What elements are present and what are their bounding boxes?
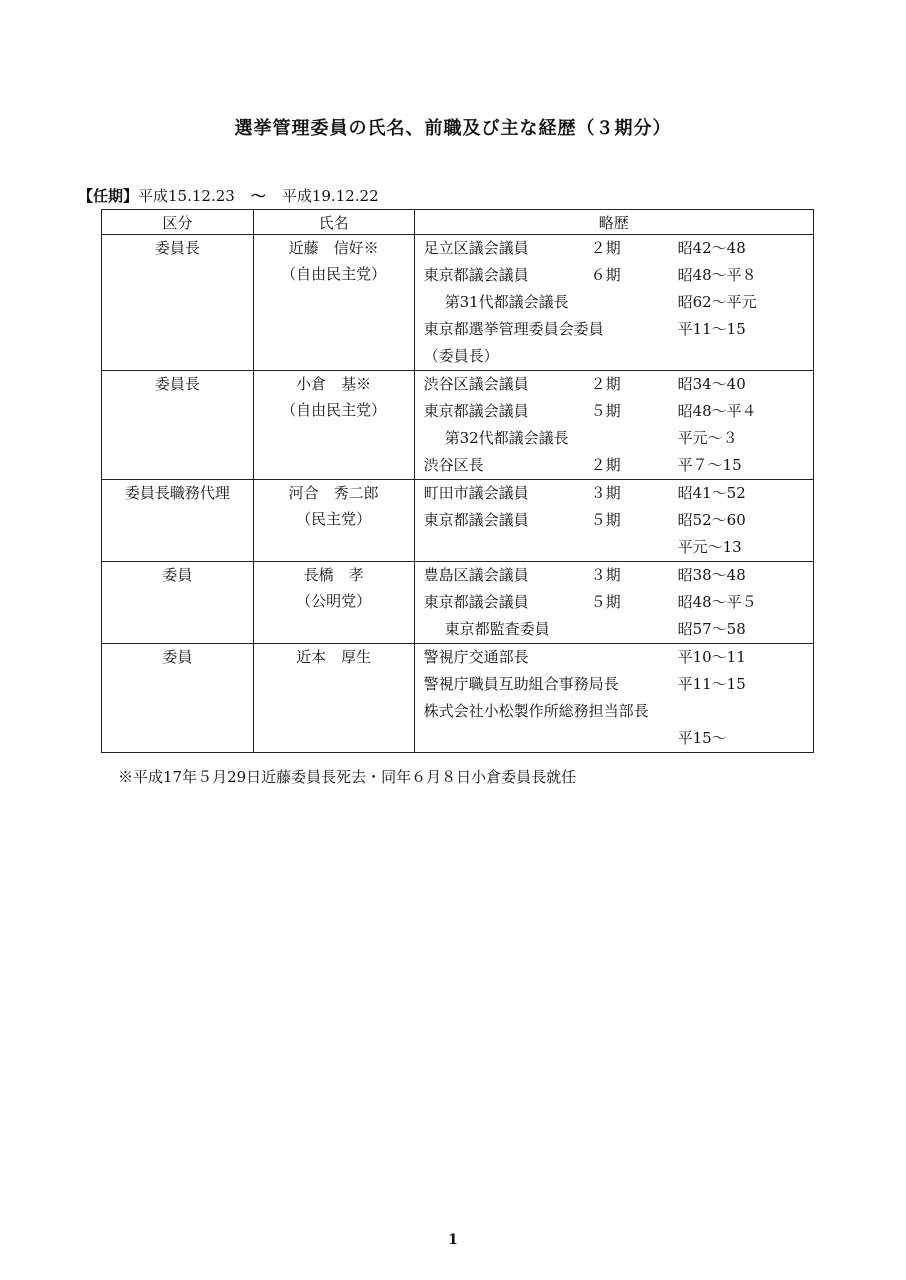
career-post: 第31代都議会議長 [444,293,569,311]
member-party: （民主党） [296,510,372,528]
member-name: 近藤 信好※ [288,239,379,257]
career-post: 渋谷区議会議員 [423,375,529,393]
career-period: 昭38～48 [677,566,746,584]
term-line [78,185,379,206]
table-row [102,235,814,371]
member-name: 河合 秀二郎 [288,484,379,502]
career-period: 昭52～60 [677,511,746,529]
cell-kubun [102,562,254,644]
career-line [415,698,813,725]
career-post: 警視庁職員互助組合事務局長 [423,675,619,693]
table-row [102,562,814,644]
career-period: 昭62～平元 [677,293,757,311]
footnote: ※平成17年５月29日近藤委員長死去・同年６月８日小倉委員長就任 [118,768,577,786]
career-line [415,343,813,370]
career-post: 足立区議会議員 [423,239,529,257]
career-terms: ２期 [590,375,621,393]
career-period: 昭42～48 [677,239,746,257]
career-line [415,671,813,698]
career-terms: ２期 [590,239,621,257]
career-line [415,644,813,671]
career-period: 昭57～58 [677,620,746,638]
career-post: 東京都監査委員 [444,620,550,638]
cell-career [414,644,813,753]
career-terms: ３期 [590,566,621,584]
member-party: （自由民主党） [281,265,387,283]
cell-career [414,480,813,562]
career-period: 昭48～平８ [677,266,757,284]
career-terms: ６期 [590,266,621,284]
career-terms: ５期 [590,402,621,420]
career-line [415,262,813,289]
career-period: 平15～ [677,729,727,747]
cell-name [253,235,414,371]
career-line [415,425,813,452]
career-line [415,562,813,589]
career-period: 平10～11 [677,648,746,666]
career-period: 昭48～平５ [677,593,757,611]
cell-career [414,371,813,480]
career-terms: ５期 [590,511,621,529]
term-label: 【任期】 [78,187,139,205]
career-line [415,507,813,534]
career-post: 株式会社小松製作所総務担当部長 [423,702,649,720]
cell-kubun [102,480,254,562]
member-role: 委員 [162,648,193,666]
term-separator: ～ [250,187,266,205]
career-line [415,725,813,752]
career-period: 平元～13 [677,538,742,556]
career-period: 平11～15 [677,320,746,338]
page-number: 1 [448,1232,458,1248]
members-table [101,209,814,753]
career-line [415,616,813,643]
member-role: 委員長職務代理 [124,484,230,502]
career-post: 東京都議会議員 [423,593,529,611]
cell-name [253,644,414,753]
cell-kubun [102,644,254,753]
career-post: 豊島区議会議員 [423,566,529,584]
member-role: 委員長 [154,239,200,257]
table-row [102,480,814,562]
member-name: 小倉 基※ [296,375,372,393]
career-terms: ５期 [590,593,621,611]
member-role: 委員 [162,566,193,584]
member-name: 長橋 孝 [303,566,364,584]
career-line [415,371,813,398]
career-line [415,534,813,561]
table-header-row [102,210,814,235]
career-period: 平11～15 [677,675,746,693]
career-line [415,452,813,479]
career-line [415,480,813,507]
career-terms: ３期 [590,484,621,502]
term-end: 平成19.12.22 [281,187,379,205]
member-party: （自由民主党） [281,401,387,419]
career-line [415,316,813,343]
career-post: 東京都議会議員 [423,511,529,529]
career-period: 昭34～40 [677,375,746,393]
document-title: 選挙管理委員の氏名、前職及び主な経歴（３期分） [234,118,672,139]
career-post: （委員長） [423,347,499,365]
header-name: 氏名 [253,210,414,235]
cell-name [253,371,414,480]
career-post: 渋谷区長 [423,456,484,474]
career-period: 平元～３ [677,429,738,447]
career-post: 東京都選挙管理委員会委員 [423,320,604,338]
career-post: 第32代都議会議長 [444,429,569,447]
career-line [415,589,813,616]
header-kubun: 区分 [102,210,254,235]
table-row [102,644,814,753]
career-line [415,289,813,316]
career-post: 警視庁交通部長 [423,648,529,666]
career-line [415,235,813,262]
cell-kubun [102,371,254,480]
career-line [415,398,813,425]
cell-name [253,562,414,644]
member-name: 近本 厚生 [296,648,372,666]
term-start: 平成15.12.23 [138,187,235,205]
career-period: 昭48～平４ [677,402,757,420]
career-period: 平７～15 [677,456,742,474]
member-role: 委員長 [154,375,200,393]
career-post: 東京都議会議員 [423,266,529,284]
career-terms: ２期 [590,456,621,474]
cell-career [414,562,813,644]
career-period: 昭41～52 [677,484,746,502]
member-party: （公明党） [296,592,372,610]
cell-career [414,235,813,371]
table-row [102,371,814,480]
cell-kubun [102,235,254,371]
header-career: 略歴 [414,210,813,235]
cell-name [253,480,414,562]
career-post: 東京都議会議員 [423,402,529,420]
career-post: 町田市議会議員 [423,484,529,502]
